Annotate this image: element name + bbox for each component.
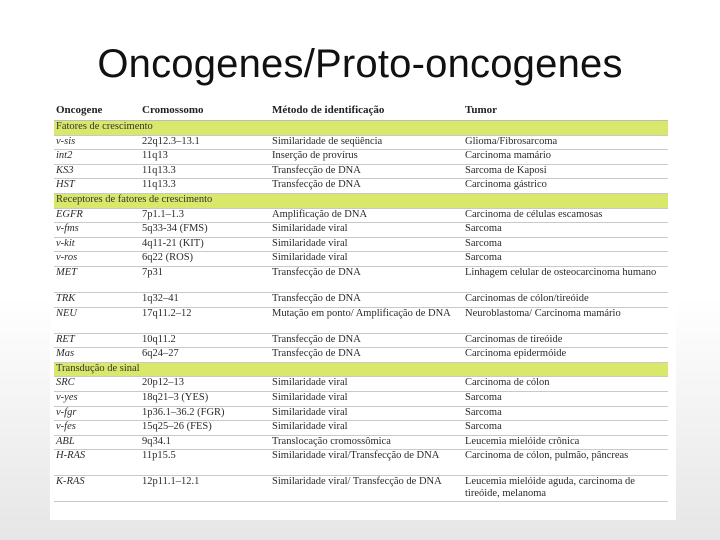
cell-oncogene: v-yes <box>54 391 140 406</box>
cell-metodo: Transfecção de DNA <box>270 333 463 348</box>
cell-oncogene: K-RAS <box>54 476 140 502</box>
cell-cromossomo: 11p15.5 <box>140 450 270 476</box>
cell-metodo: Similaridade viral/ Transfecção de DNA <box>270 476 463 502</box>
section-label: Receptores de fatores de crescimento <box>54 193 668 208</box>
cell-metodo: Similaridade viral <box>270 406 463 421</box>
cell-tumor: Sarcoma <box>463 237 668 252</box>
cell-metodo: Transfecção de DNA <box>270 292 463 307</box>
cell-cromossomo: 11q13.3 <box>140 164 270 179</box>
cell-cromossomo: 5q33-34 (FMS) <box>140 223 270 238</box>
cell-cromossomo: 4q11-21 (KIT) <box>140 237 270 252</box>
header-metodo: Método de identificação <box>270 100 463 121</box>
cell-cromossomo: 17q11.2–12 <box>140 307 270 333</box>
cell-oncogene: v-fes <box>54 421 140 436</box>
cell-tumor: Carcinoma de cólon <box>463 377 668 392</box>
table-row <box>54 435 668 450</box>
table-row <box>54 307 668 333</box>
header-cromossomo: Cromossomo <box>140 100 270 121</box>
cell-oncogene: MET <box>54 266 140 292</box>
cell-oncogene: EGFR <box>54 208 140 223</box>
cell-cromossomo: 9q34.1 <box>140 435 270 450</box>
table-row <box>54 333 668 348</box>
section-row <box>54 362 668 377</box>
table-row <box>54 292 668 307</box>
cell-tumor: Leucemia mielóide crônica <box>463 435 668 450</box>
table-row <box>54 223 668 238</box>
table-row <box>54 421 668 436</box>
cell-cromossomo: 15q25–26 (FES) <box>140 421 270 436</box>
cell-tumor: Sarcoma <box>463 406 668 421</box>
table-body <box>54 121 668 502</box>
table-row <box>54 377 668 392</box>
table-row <box>54 450 668 476</box>
cell-tumor: Leucemia mielóide aguda, carcinoma de tireóide, melanoma <box>463 476 668 502</box>
cell-tumor: Carcinoma epidermóide <box>463 348 668 363</box>
cell-oncogene: v-fgr <box>54 406 140 421</box>
table-row <box>54 252 668 267</box>
cell-tumor: Carcinoma mamário <box>463 150 668 165</box>
cell-tumor: Carcinomas de tireóide <box>463 333 668 348</box>
cell-metodo: Transfecção de DNA <box>270 164 463 179</box>
cell-tumor: Carcinoma de cólon, pulmão, pâncreas <box>463 450 668 476</box>
cell-cromossomo: 6q22 (ROS) <box>140 252 270 267</box>
cell-oncogene: SRC <box>54 377 140 392</box>
table-row <box>54 150 668 165</box>
oncogene-table <box>54 100 668 502</box>
cell-tumor: Glioma/Fibrosarcoma <box>463 135 668 150</box>
cell-tumor: Sarcoma de Kaposi <box>463 164 668 179</box>
header-tumor: Tumor <box>463 100 668 121</box>
cell-tumor: Linhagem celular de osteocarcinoma humano <box>463 266 668 292</box>
cell-metodo: Similaridade viral <box>270 421 463 436</box>
cell-oncogene: v-fms <box>54 223 140 238</box>
oncogene-table-container <box>50 100 676 520</box>
cell-tumor: Sarcoma <box>463 391 668 406</box>
cell-metodo: Transfecção de DNA <box>270 266 463 292</box>
cell-tumor: Carcinoma de células escamosas <box>463 208 668 223</box>
cell-cromossomo: 7p1.1–1.3 <box>140 208 270 223</box>
cell-cromossomo: 10q11.2 <box>140 333 270 348</box>
cell-metodo: Amplificação de DNA <box>270 208 463 223</box>
table-row <box>54 164 668 179</box>
cell-metodo: Similaridade viral <box>270 377 463 392</box>
cell-oncogene: H-RAS <box>54 450 140 476</box>
cell-metodo: Similaridade viral <box>270 237 463 252</box>
cell-metodo: Similaridade viral/Transfecção de DNA <box>270 450 463 476</box>
cell-cromossomo: 1p36.1–36.2 (FGR) <box>140 406 270 421</box>
table-header-row <box>54 100 668 121</box>
cell-oncogene: ABL <box>54 435 140 450</box>
cell-oncogene: v-sis <box>54 135 140 150</box>
cell-tumor: Carcinomas de cólon/tireóide <box>463 292 668 307</box>
table-row <box>54 348 668 363</box>
cell-tumor: Sarcoma <box>463 252 668 267</box>
cell-oncogene: NEU <box>54 307 140 333</box>
header-oncogene: Oncogene <box>54 100 140 121</box>
cell-metodo: Similaridade viral <box>270 252 463 267</box>
cell-metodo: Inserção de provírus <box>270 150 463 165</box>
table-row <box>54 179 668 194</box>
cell-cromossomo: 6q24–27 <box>140 348 270 363</box>
section-row <box>54 193 668 208</box>
cell-oncogene: v-kit <box>54 237 140 252</box>
cell-cromossomo: 7p31 <box>140 266 270 292</box>
slide-title: Oncogenes/Proto-oncogenes <box>97 42 623 86</box>
table-row <box>54 266 668 292</box>
section-row <box>54 121 668 136</box>
cell-oncogene: Mas <box>54 348 140 363</box>
table-row <box>54 476 668 502</box>
cell-tumor: Sarcoma <box>463 421 668 436</box>
cell-tumor: Neuroblastoma/ Carcinoma mamário <box>463 307 668 333</box>
cell-cromossomo: 22q12.3–13.1 <box>140 135 270 150</box>
cell-cromossomo: 11q13 <box>140 150 270 165</box>
cell-tumor: Sarcoma <box>463 223 668 238</box>
cell-cromossomo: 18q21–3 (YES) <box>140 391 270 406</box>
cell-oncogene: KS3 <box>54 164 140 179</box>
cell-metodo: Similaridade de seqüência <box>270 135 463 150</box>
cell-cromossomo: 20p12–13 <box>140 377 270 392</box>
table-row <box>54 135 668 150</box>
table-row <box>54 237 668 252</box>
cell-oncogene: TRK <box>54 292 140 307</box>
cell-oncogene: HST <box>54 179 140 194</box>
cell-metodo: Transfecção de DNA <box>270 348 463 363</box>
table-row <box>54 208 668 223</box>
cell-cromossomo: 1q32–41 <box>140 292 270 307</box>
cell-oncogene: int2 <box>54 150 140 165</box>
table-row <box>54 391 668 406</box>
section-label: Fatores de crescimento <box>54 121 668 136</box>
cell-cromossomo: 12p11.1–12.1 <box>140 476 270 502</box>
cell-oncogene: RET <box>54 333 140 348</box>
cell-metodo: Similaridade viral <box>270 391 463 406</box>
cell-metodo: Translocação cromossômica <box>270 435 463 450</box>
cell-metodo: Transfecção de DNA <box>270 179 463 194</box>
cell-cromossomo: 11q13.3 <box>140 179 270 194</box>
cell-tumor: Carcinoma gástrico <box>463 179 668 194</box>
table-row <box>54 406 668 421</box>
cell-metodo: Mutação em ponto/ Amplificação de DNA <box>270 307 463 333</box>
cell-oncogene: v-ros <box>54 252 140 267</box>
section-label: Transdução de sinal <box>54 362 668 377</box>
cell-metodo: Similaridade viral <box>270 223 463 238</box>
